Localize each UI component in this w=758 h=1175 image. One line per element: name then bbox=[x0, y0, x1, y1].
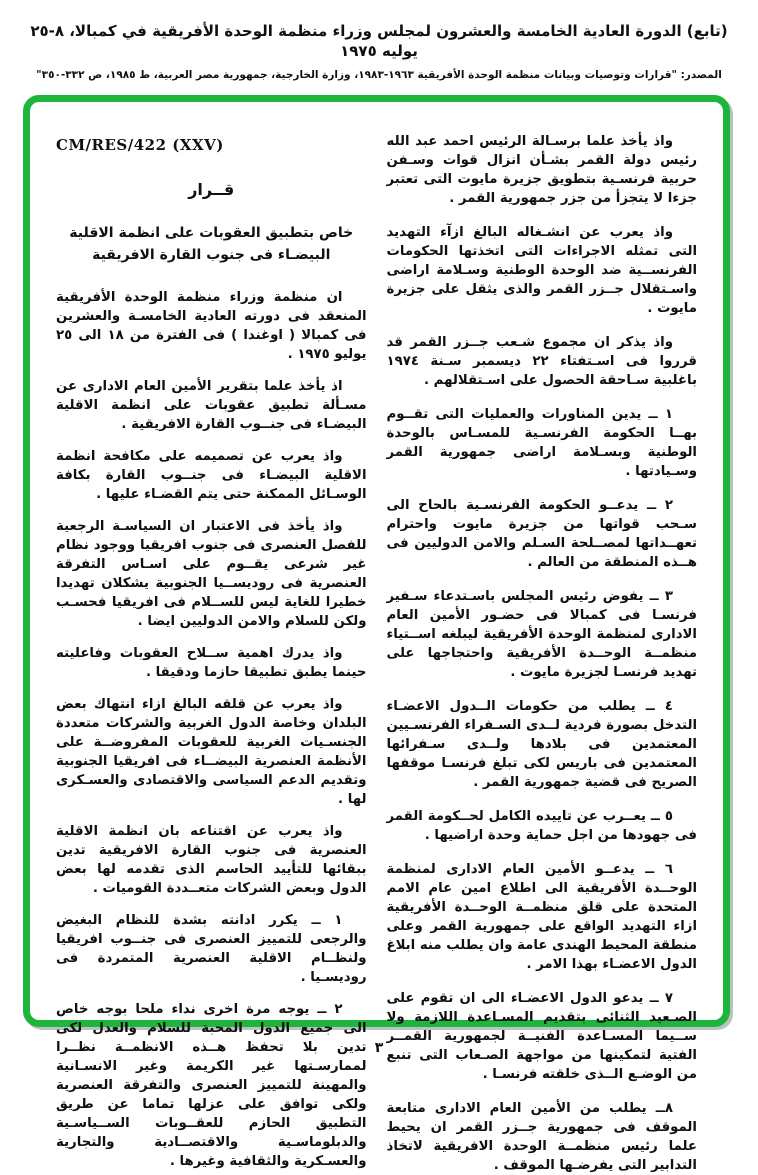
numbered-item: ٥ ــ يعــرب عن تاييده الكامل لحــكومة القمر فى جهودها من اجل حماية وحدة اراضيها . bbox=[386, 809, 697, 843]
numbered-item: ٧ ــ يدعو الدول الاعضـاء الى ان تقوم على الصـعيد الثنائى بتقديم المسـاعدة اللازمة ولا ســيما المسـاعدة الفنيــة لجمهورية القمــر الفتية لتمكينها من مواجهة الصـعاب التى تنبع من الوضـع الــذى خلقته فرنسـا . bbox=[386, 991, 697, 1082]
page-header bbox=[30, 22, 728, 81]
resolution-reference: CM/RES/422 (XXV) bbox=[56, 136, 224, 154]
numbered-item: ٣ ــ يفوض رئيس المجلس باسـتدعاء سـفير فرنسـا فى كمبالا فى حضـور الأمين العام الادارى لمنظمة الوحدة الأفريقية ليبلغه اســتياء منظمــة الوحــدة الأفريقية واحتجاجها على تهديد فرنسـا لجزيرة مايوت . bbox=[386, 589, 697, 680]
document-border-frame bbox=[23, 95, 730, 1173]
paragraph: واذ يذكر ان مجموع شـعب جــزر القمر قد قرروا فى اسـتفتاء ٢٢ ديسمبر سـنة ١٩٧٤ باغلبية سـاحقة الحصول على اسـتقلالهم . bbox=[386, 335, 697, 388]
resolution-subject: خاص بتطبيق العقوبات على انظمة الاقلية البيضـاء فى جنوب القارة الافريقية bbox=[69, 225, 354, 263]
paragraph: واذ يأخذ فى الاعتبار ان السياسـة الرجعية للفصل العنصرى فى جنوب افريقيا ووجود نظام غير شرعى يقــوم على اسـاس التفرقة العنصرية فى روديســيا الجنوبية يشكلان تهديدا خطيرا للغاية ليس للســلام فى افريقيا فحسـب ولكن للسلام والامن الدوليين ايضا . bbox=[56, 519, 367, 630]
column-sanctions-resolution bbox=[56, 132, 367, 1170]
session-title: (تابع) الدورة العادية الخامسة والعشرون لمجلس وزراء منظمة الوحدة الأفريقية في كمبالا، ٨-٢٥ يوليه ١٩٧٥ bbox=[30, 22, 728, 60]
paragraph: واذ يعرب عن تصميمه على مكافحة انظمة الاقلية البيضـاء فى جنــوب القارة بكافة الوسـائل الممكنة حتى يتم القضـاء عليها . bbox=[56, 449, 367, 503]
numbered-item: ١ ــ يكرر ادانته بشدة للنظام البغيض والرجعى للتمييز العنصرى فى جنــوب افريقيا ولنظــام الاقلية العنصرية المتمردة فى روديسـيا . bbox=[56, 913, 367, 986]
numbered-item: ٦ ــ يدعــو الأمين العام الادارى لمنظمة الوحــدة الأفريقية الى اطلاع امين عام الامم المتحدة على قلق منظمــة الوحــدة الأفريقية ازاء التهديد الواقع على جمهورية القمر وعلى منطقة المحيط الهندى عامة وان يطلب منه ابلاغ الدول الاعضـاء بهذا الامر . bbox=[386, 862, 697, 972]
paragraph: واذ يعرب عن انشـغاله البالغ ازآء التهديد التى تمثله الاجراءات التى اتخذتها الحكومات الفرنســية ضد الوحدة الوطنية وسـلامة اراضى واسـتقلال جــزر القمر والذى يثقل على جزيرة مايوت . bbox=[386, 225, 697, 316]
paragraph: واذ يدرك اهمية ســلاح العقوبات وفاعليته حينما يطبق تطبيقا حازما ودقيقا . bbox=[56, 646, 367, 681]
paragraph: واذ يعرب عن قلقه البالغ ازاء انتهاك بعض البلدان وخاصة الدول الغربية والشركات متعددة الجنسـيات الغربية للعقوبات المفروضــة على الأنظمة العنصرية البيضــاء فى افريقيا الجنوبية وتقديم الدعم السياسى والاقتصادى والعسـكرى لها . bbox=[56, 697, 367, 808]
numbered-item: ٢ ــ يدعــو الحكومة الفرنسـية بالحاح الى سـحب قواتها من جزيرة مايوت واحترام تعهــداتها لمصــلحة السـلم والامن الدوليين فى هــذه المنطقة من العالم . bbox=[386, 498, 697, 570]
numbered-item: ٤ ــ يطلب من حكومات الــدول الاعضـاء التدخل بصورة فردية لــدى السـفراء الفرنسـيين المعتمدين فى بلادها ولــدى سـفرائها المعتمدين فى باريس لكى تبلغ فرنسـا موقفها الصريح فى قضية جمهورية القمر . bbox=[386, 699, 697, 790]
two-column-layout bbox=[30, 102, 723, 1173]
paragraph: واذ يأخذ علما برسـالة الرئيس احمد عبد الله رئيس دولة القمر بشـأن انزال قوات وسـفن حربية فرنسـية بتطويق جزيرة مايوت التى تعتبر جزءا لا يتجزأ من جزر جمهورية القمر . bbox=[386, 134, 697, 206]
numbered-item: ٨ــ يطلب من الأمين العام الادارى متابعة الموقف فى جمهورية جــزر القمر ان يحيط علما رئيس منظمــة الوحدة الافريقية لاتخاذ التدابير التى يفرضـها الموقف . bbox=[386, 1101, 697, 1173]
paragraph: ان منظمة وزراء منظمة الوحدة الأفريقية المنعقد فى دورته العادية الخامسـة والعشرين فى كمبالا ( اوغندا ) فى الفترة من ١٨ الى ٢٥ يوليو ١٩٧٥ . bbox=[56, 290, 367, 363]
numbered-item: ١ ــ يدين المناورات والعمليات التى تقــوم بهــا الحكومة الفرنسـية للمسـاس بالوحدة الوطنية وبسـلامة اراضى جمهورية القمر وسـيادتها . bbox=[386, 407, 697, 479]
page-number: ٣ bbox=[374, 1040, 384, 1056]
paragraph: واذ يعرب عن اقتناعه بان انظمة الاقلية العنصرية فى جنوب القارة الافريقية تدين ببقائها للتأييد الحاسم الذى تقدمه لها بعض الدول وبعض الشركات متعــددة القوميات . bbox=[56, 824, 367, 897]
resolution-heading: قــرار bbox=[188, 180, 235, 199]
source-citation: المصدر: "قرارات وتوصيات وبيانات منظمة الوحدة الأفريقية ١٩٦٣-١٩٨٣، وزارة الخارجية، جمهورية مصر العربية، ط ١٩٨٥، ص ٣٣٢-٣٥٠" bbox=[36, 69, 722, 81]
column-comoros-resolution bbox=[386, 132, 698, 1173]
numbered-item: ٢ ــ يوجه مرة اخرى نداء ملحا بوجه خاص الى جميع الدول المحبة للسلام والعدل لكى تدين بلا تحفظ هــذه الانظمــة نظــرا لممارسـتها غير الكريمة وغير الانسـانية والمهينة للتمييز العنصرى والتفرقة العنصرية ولكى توافق على عزلها تماما عن طريق التطبيق الحازم للعقــوبات الســياسـية والدبلوماسـية والاقتصــادية والتجارية والعسـكرية والثقافية وغيرها . bbox=[56, 1002, 367, 1170]
paragraph: اذ يأخذ علما بتقرير الأمين العام الادارى عن مسـألة تطبيق عقوبات على انظمة الاقلية البيضـاء فى جنــوب القارة الافريقية . bbox=[56, 379, 367, 433]
